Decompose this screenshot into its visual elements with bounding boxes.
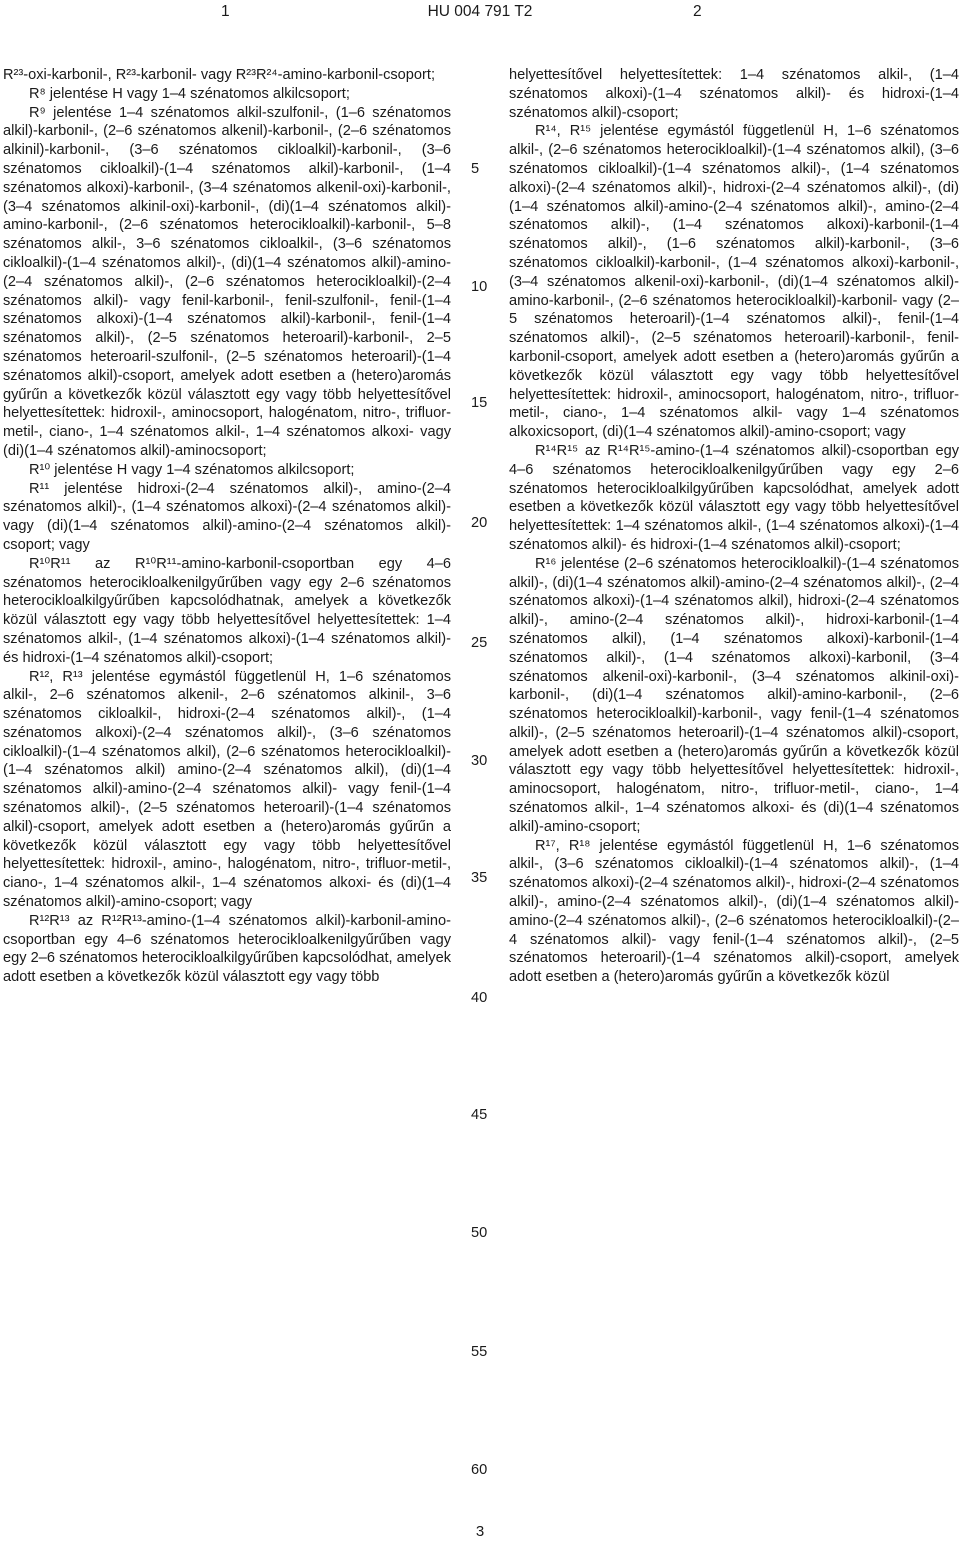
paragraph-r9: R⁹ jelentése 1–4 szénatomos alkil-szulfonil-, (1–6 szénatomos alkil)-karbonil-, (2–6 szénatomos alkenil)-karbonil-, (2–6 szénatomos alkinil)-karbonil-, (3–6 szénatomos cikloalkil)-karbonil-, (3–6 szénatomos cikloalkil)-(1–4 szénatomos alkil)-karbonil-, (1–4 szénatomos alkoxi)-karbonil-, (3–4 szénatomos alkenil-oxi)-karbonil-, (3–4 szénatomos alkinil-oxi)-karbonil-, (di)(1–4 szénatomos alkil)-amino-karbonil-, (2–6 szénatomos heterocikloalkil)-karbonil-, 5–8 szénatomos alkil-, 3–6 szénatomos cikloalkil-, (3–6 szénatomos cikloalkil)-(1–4 szénatomos alkil)-, (di)(1–4 szénatomos alkil)-amino-(2–4 szénatomos alkil)-, (2–6 szénatomos heterocikloalkil)-(2–4 szénatomos alkil)- vagy fenil-karbonil-, fenil-szulfonil-, fenil-(1–4 szénatomos alkoxi)-(1–4 szénatomos alkil)-karbonil-, fenil-(1–4 szénatomos alkil)-, (2–5 szénatomos heteroaril)-karbonil-, 2–5 szénatomos heteroaril-szulfonil-, (2–5 szénatomos heteroaril)-(1–4 szénatomos alkil)-csoport, amelyek adott esetben a (hetero)aromás gyűrűn a következők közül választott egy vagy több helyettesítővel helyettesítettek: hidroxil-, aminocsoport, halogénatom, nitro-, trifluor-metil-, ciano-, 1–4 szénatomos alkil-, 1–4 szénatomos alkoxi- vagy (di)(1–4 szénatomos alkil)-aminocsoport; [3, 104, 451, 459]
paragraph-r11: R¹¹ jelentése hidroxi-(2–4 szénatomos alkil)-, amino-(2–4 szénatomos alkil)-, (1–4 szénatomos alkoxi)-(2–4 szénatomos alkil)- vagy (di)(1–4 szénatomos alkil)-amino-(2–4 szénatomos alkil)-csoport; vagy [3, 480, 451, 553]
paragraph-r10r11: R¹⁰R¹¹ az R¹⁰R¹¹-amino-karbonil-csoportban egy 4–6 szénatomos heterocikloalkenilgyűrűben vagy egy 2–6 szénatomos heterocikloalkilgyűrűben kapcsolódhatnak, amelyek a következők közül választott egy vagy több helyettesítővel helyettesítettek: 1–4 szénatomos alkil-, (1–4 szénatomos alkoxi)-(1–4 szénatomos alkil)- és hidroxi-(1–4 szénatomos alkil)-csoport; [3, 555, 451, 666]
line-number: 50 [471, 1225, 488, 1241]
paragraph-r10: R¹⁰ jelentése H vagy 1–4 szénatomos alkilcsoport; [29, 461, 355, 478]
line-number: 35 [471, 870, 488, 886]
line-number: 30 [471, 753, 488, 769]
paragraph-r8: R⁸ jelentése H vagy 1–4 szénatomos alkilcsoport; [29, 85, 350, 102]
line-number: 55 [471, 1344, 488, 1360]
document-title: HU 004 791 T2 [427, 3, 533, 20]
paragraph-r12-r13: R¹², R¹³ jelentése egymástól függetlenül H, 1–6 szénatomos alkil-, 2–6 szénatomos alkenil-, 2–6 szénatomos alkinil-, 3–6 szénatomos cikloalkil-, hidroxi-(2–4 szénatomos alkil)-, (1–4 szénatomos alkoxi)-(2–4 szénatomos alkil)-, (3–6 szénatomos cikloalkil)-(1–4 szénatomos alkil), (2–6 szénatomos heterocikloalkil)-(1–4 szénatomos alkil) amino-(2–4 szénatomos alkil), (di)(1–4 szénatomos alkil)-amino-(2–4 szénatomos alkil)- vagy fenil-(1–4 szénatomos alkil)-, (2–5 szénatomos heteroaril)-(1–4 szénatomos alkil)-csoport, amelyek adott esetben a (hetero)aromás gyűrűn a következők közül választott egy vagy több helyettesítővel helyettesítettek: hidroxil-, amino-, halogénatom, nitro-, trifluor-metil-, ciano-, 1–4 szénatomos alkil-, 1–4 szénatomos alkoxi- és (di)(1–4 szénatomos alkil)-amino-csoport; vagy [3, 668, 451, 911]
line-number: 5 [471, 161, 480, 177]
right-text-column [509, 66, 959, 987]
paragraph-r12r13: R¹²R¹³ az R¹²R¹³-amino-(1–4 szénatomos alkil)-karbonil-amino-csoportban egy 4–6 szénatomos heterocikloalkenilgyűrűben vagy egy 2–6 szénatomos heterocikloalkilgyűrűben kapcsolódhat, amelyek adott esetben a következők közül választott egy vagy több [3, 912, 451, 986]
line-number: 15 [471, 395, 488, 411]
line-number: 25 [471, 635, 488, 651]
paragraph-r17-r18: R¹⁷, R¹⁸ jelentése egymástól függetlenül H, 1–6 szénatomos alkil-, (3–6 szénatomos cikloalkil)-(1–4 szénatomos alkil)-, (1–4 szénatomos alkoxi)-(2–4 szénatomos alkil)-, hidroxi-(2–4 szénatomos alkil)-, amino-(2–4 szénatomos alkil)-, (di)(1–4 szénatomos alkil)-amino-(2–4 szénatomos alkil)-, (2–6 szénatomos heterocikloalkil)-(2–4 szénatomos alkil)- vagy fenil-(1–4 szénatomos alkil)-, (2–5 szénatomos heteroaril)-(1–4 szénatomos alkil)-csoport, amelyek adott esetben a (hetero)aromás gyűrűn a következők közül [509, 837, 959, 986]
right-page-number: 2 [693, 3, 702, 20]
left-text-column [3, 66, 451, 987]
line-number: 60 [471, 1462, 488, 1478]
line-number: 10 [471, 279, 488, 295]
paragraph-r14r15: R¹⁴R¹⁵ az R¹⁴R¹⁵-amino-(1–4 szénatomos alkil)-csoportban egy 4–6 szénatomos heterocikloalkenilgyűrűben vagy egy 2–6 szénatomos heterocikloalkilgyűrűben kapcsolódhat, amelyek adott esetben a következők közül választott egy vagy több helyettesítővel helyettesítettek: 1–4 szénatomos alkil-, (1–4 szénatomos alkoxi)-(1–4 szénatomos alkil)- és hidroxi-(1–4 szénatomos alkil)-csoport; [509, 442, 959, 553]
paragraph-r16: R¹⁶ jelentése (2–6 szénatomos heterocikloalkil)-(1–4 szénatomos alkil)-, (di)(1–4 szénatomos alkil)-amino-(2–4 szénatomos alkil)-, (2–4 szénatomos alkoxi)-(1–4 szénatomos alkil), hidroxi-(2–4 szénatomos alkil)-, amino-(2–4 szénatomos alkil)-, hidroxi-karbonil-(1–4 szénatomos alkil), (1–4 szénatomos alkoxi)-karbonil-(1–4 szénatomos alkil)-, (1–4 szénatomos alkoxi)-karbonil, (3–4 szénatomos alkenil-oxi)-karbonil-, (3–4 szénatomos alkinil-oxi)-karbonil-, (di)(1–4 szénatomos alkil)-amino-karbonil-, (2–6 szénatomos heterocikloalkil)-karbonil-, vagy fenil-(1–4 szénatomos alkil)-, (2–5 szénatomos heteroaril)-(1–4 szénatomos alkil)-csoport, amelyek adott esetben a (hetero)aromás gyűrűn a következők közül választott egy vagy több helyettesítővel helyettesítettek: hidroxil-, aminocsoport, halogénatom, nitro-, trifluor-metil-, ciano-, 1–4 szénatomos alkil-, 1–4 szénatomos alkoxi- és (di)(1–4 szénatomos alkil)-amino-csoport; [509, 555, 959, 835]
line-number: 45 [471, 1107, 488, 1123]
paragraph-continuation: helyettesítővel helyettesítettek: 1–4 szénatomos alkil-, (1–4 szénatomos alkoxi)-(1–4 szénatomos alkil)- és hidroxi-(1–4 szénatomos alkil)-csoport; [509, 67, 959, 121]
paragraph-r14-r15: R¹⁴, R¹⁵ jelentése egymástól függetlenül H, 1–6 szénatomos alkil-, (2–6 szénatomos heterocikloalkil)-(1–4 szénatomos alkil), (3–6 szénatomos cikloalkil)-(1–4 szénatomos alkil)-, (1–4 szénatomos alkoxi)-(2–4 szénatomos alkil)-, hidroxi-(2–4 szénatomos alkil)-, (di)(1–4 szénatomos alkil)-amino-(2–4 szénatomos alkil)-, amino-(2–4 szénatomos alkil)-, (1–4 szénatomos alkoxi)-karbonil-(1–4 szénatomos alkil)-, (1–6 szénatomos alkil)-karbonil-, (3–6 szénatomos cikloalkil)-karbonil-, (1–4 szénatomos alkoxi)-karbonil-, (3–4 szénatomos alkenil-oxi)-karbonil-, (di)(1–4 szénatomos alkil)-amino-karbonil-, (2–6 szénatomos heterocikloalkil)-karbonil- vagy (2–5 szénatomos heteroaril)-(1–4 szénatomos alkil)-, fenil-(1–4 szénatomos alkil)-, (2–5 szénatomos heteroaril)-karbonil-, fenil-karbonil-csoport, amelyek adott esetben a (hetero)aromás gyűrűn a következők közül választott egy vagy több helyettesítővel helyettesítettek: hidroxil-, aminocsoport, halogénatom, nitro-, trifluor-metil-, ciano-, 1–4 szénatomos alkil- vagy 1–4 szénatomos alkoxicsoport, (di)(1–4 szénatomos alkil)-amino-csoport; vagy [509, 123, 959, 441]
footer-page-number: 3 [475, 1523, 485, 1540]
line-number: 40 [471, 990, 488, 1006]
paragraph-r23: R²³-oxi-karbonil-, R²³-karbonil- vagy R²³R²⁴-amino-karbonil-csoport; [3, 67, 436, 83]
line-number: 20 [471, 515, 488, 531]
left-page-number: 1 [221, 3, 230, 20]
